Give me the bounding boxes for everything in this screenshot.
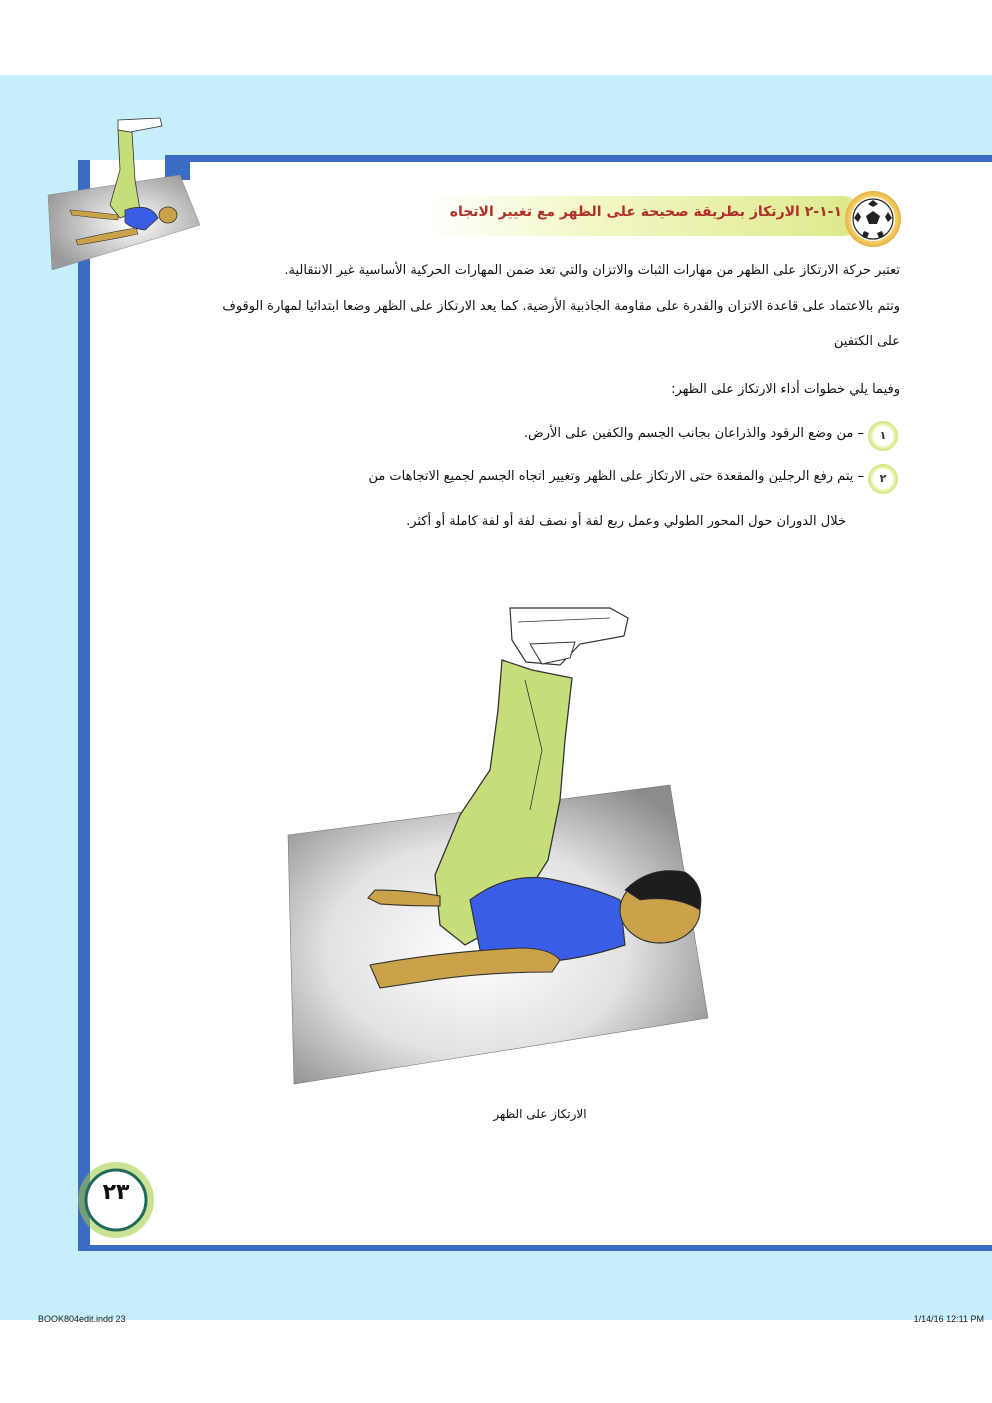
top-border-bar <box>165 155 992 162</box>
steps-intro: وفيما يلي خطوات أداء الارتكاز على الظهر: <box>671 382 900 397</box>
left-border-bar <box>78 160 90 1250</box>
back-support-illustration <box>280 600 710 1090</box>
step-1-text: – من وضع الرقود والذراعان بجانب الجسم والكفين على الأرض. <box>523 426 864 441</box>
body-line-1: تعتبر حركة الارتكاز على الظهر من مهارات الثبات والاتزان والتي تعد ضمن المهارات الحركية الأساسية غير الانتقالية. <box>284 263 900 278</box>
page-number: ٢٣ <box>102 1180 130 1205</box>
section-title: ١-١-٢ الارتكاز بطريقة صحيحة على الظهر مع تغيير الاتجاه <box>449 204 842 220</box>
step-1-number: ١ <box>879 429 887 442</box>
step-2-number: ٢ <box>879 472 887 485</box>
step-2-continuation: خلال الدوران حول المحور الطولي وعمل ربع لفة أو نصف لفة أو لفة كاملة أو أكثر. <box>406 514 846 529</box>
corner-thumbnail-illustration <box>40 110 200 280</box>
body-line-2: وتتم بالاعتماد على قاعدة الاتزان والقدرة على مقاومة الجاذبية الأرضية. كما يعد الارتكاز على الظهر وضعا ابتدائيا لمهارة الوقوف <box>222 299 900 314</box>
body-line-3: على الكتفين <box>833 334 900 349</box>
bottom-border-bar <box>78 1245 992 1251</box>
footer-timestamp: 1/14/16 12:11 PM <box>913 1314 984 1324</box>
figure-caption: الارتكاز على الظهر <box>493 1107 587 1121</box>
footer-file-name: BOOK804edit.indd 23 <box>38 1314 126 1324</box>
step-2-text: – يتم رفع الرجلين والمقعدة حتى الارتكاز على الظهر وتغيير اتجاه الجسم لجميع الاتجاهات من <box>368 469 864 484</box>
soccer-ball-icon <box>852 198 894 240</box>
